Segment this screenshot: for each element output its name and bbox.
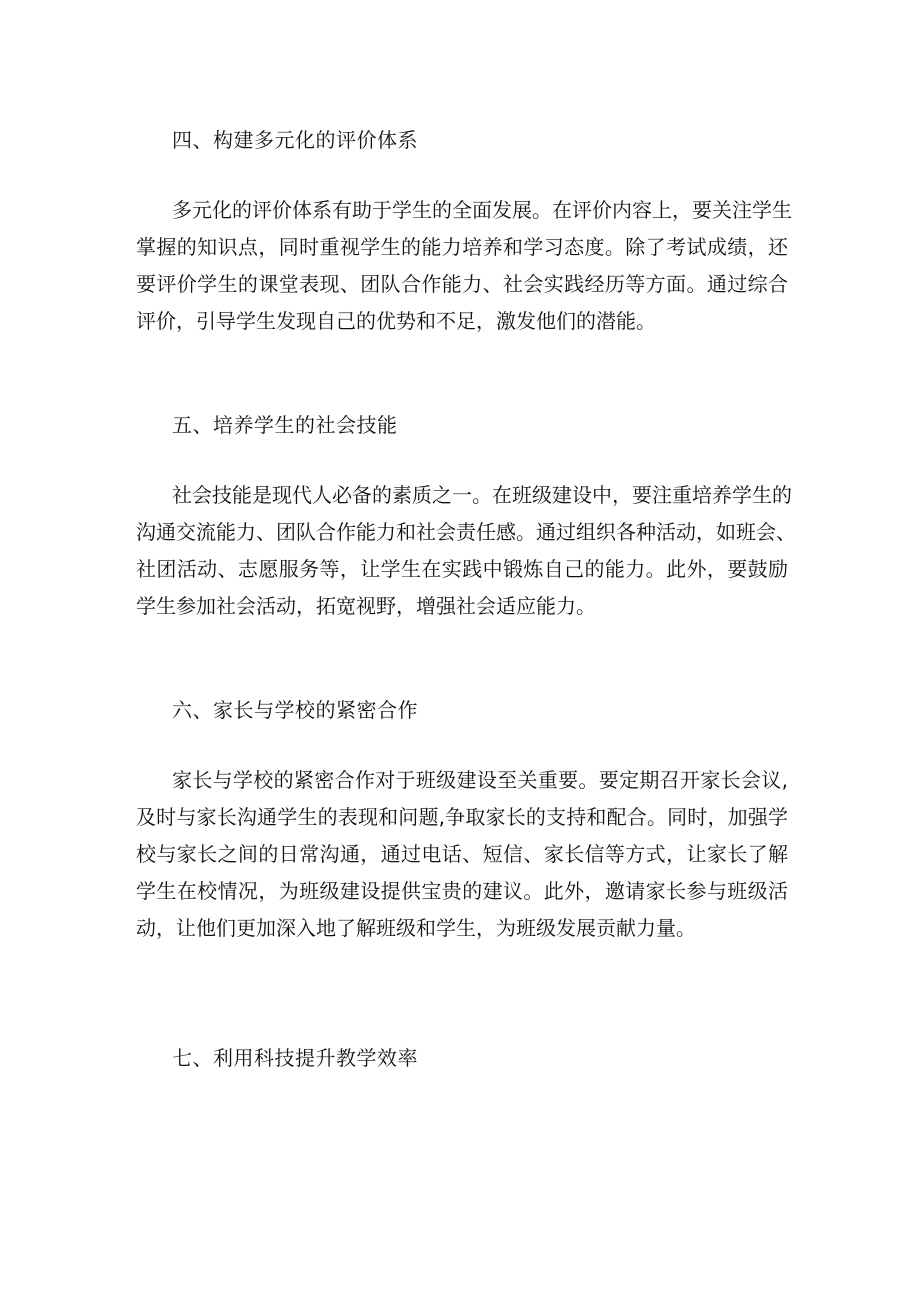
paragraph-line: 动，让他们更加深入地了解班级和学生，为班级发展贡献力量。 bbox=[136, 916, 696, 940]
section-heading-6: 六、家长与学校的紧密合作 bbox=[172, 698, 418, 722]
paragraph-line: 校与家长之间的日常沟通，通过电话、短信、家长信等方式，让家长了解 bbox=[136, 842, 788, 866]
section-heading-7: 七、利用科技提升教学效率 bbox=[172, 1046, 418, 1070]
paragraph-line: 要评价学生的课堂表现、团队合作能力、社会实践经历等方面。通过综合 bbox=[136, 272, 788, 296]
paragraph-line: 沟通交流能力、团队合作能力和社会责任感。通过组织各种活动，如班会、 bbox=[136, 520, 796, 544]
paragraph-line: 学生在校情况，为班级建设提供宝贵的建议。此外，邀请家长参与班级活 bbox=[136, 879, 788, 903]
paragraph-line: 社团活动、志愿服务等，让学生在实践中锻炼自己的能力。此外，要鼓励 bbox=[136, 557, 788, 581]
paragraph-line: 学生参加社会活动，拓宽视野，增强社会适应能力。 bbox=[136, 594, 596, 618]
paragraph-line: 多元化的评价体系有助于学生的全面发展。在评价内容上，要关注学生 bbox=[172, 198, 792, 222]
section-paragraph-6 bbox=[136, 762, 788, 947]
paragraph-line: 社会技能是现代人必备的素质之一。在班级建设中，要注重培养学生的 bbox=[172, 483, 792, 507]
section-paragraph-5 bbox=[136, 477, 796, 625]
section-heading-5: 五、培养学生的社会技能 bbox=[172, 413, 398, 437]
section-paragraph-4 bbox=[136, 192, 792, 340]
paragraph-line: 及时与家长沟通学生的表现和问题,争取家长的支持和配合。同时，加强学 bbox=[136, 805, 788, 829]
paragraph-line: 掌握的知识点，同时重视学生的能力培养和学习态度。除了考试成绩，还 bbox=[136, 235, 788, 259]
section-heading-4: 四、构建多元化的评价体系 bbox=[172, 128, 418, 152]
paragraph-line: 家长与学校的紧密合作对于班级建设至关重要。要定期召开家长会议, bbox=[172, 768, 788, 792]
paragraph-line: 评价，引导学生发现自己的优势和不足，激发他们的潜能。 bbox=[136, 309, 656, 333]
